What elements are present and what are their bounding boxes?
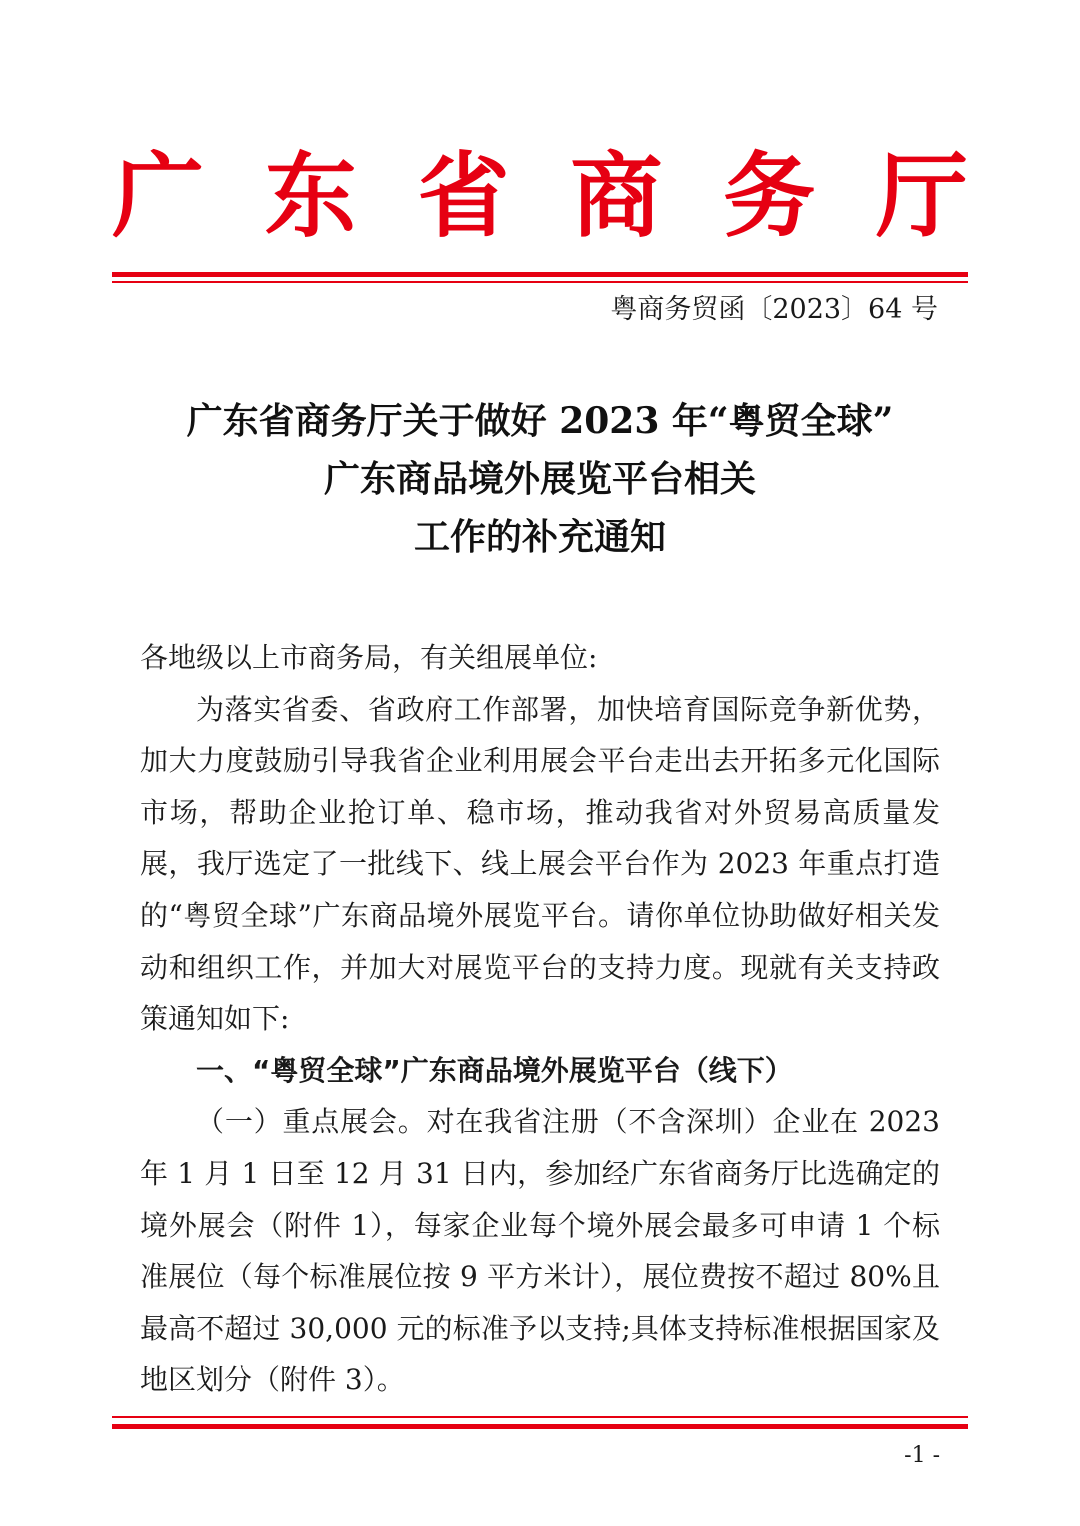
header-char: 务: [723, 142, 816, 250]
document-number: 粤商务贸函〔2023〕64 号: [610, 294, 938, 325]
footer-divider-thin: [112, 1416, 968, 1418]
header-char: 东: [264, 142, 357, 250]
section-heading: 一、“粤贸全球”广东商品境外展览平台（线下）: [196, 1053, 793, 1087]
header-divider-thin: [112, 281, 968, 283]
title-line: 广东省商务厅关于做好 2023 年“粤贸全球”: [186, 400, 894, 442]
footer-divider-thick: [112, 1424, 968, 1429]
salutation: 各地级以上市商务局，有关组展单位:: [140, 641, 598, 674]
document-title: [112, 392, 968, 566]
header-char: 商: [570, 142, 663, 250]
header-char: 广: [112, 142, 205, 250]
header-char: 厅: [875, 142, 968, 250]
paragraph: （一）重点展会。对在我省注册（不含深圳）企业在 2023 年 1 月 1 日至 12 月 31 日内，参加经广东省商务厅比选确定的境外展会（附件 1），每家企业每个境外展会最多可申请 1 个标准展位（每个标准展位按 9 平方米计），展位费按不超过 80%且最高不超过 30,000 元的标准予以支持;具体支持标准根据国家及地区划分（附件 3）。: [140, 1105, 940, 1397]
title-line: 工作的补充通知: [413, 516, 666, 558]
header-divider-thick: [112, 272, 968, 277]
title-line: 广东商品境外展览平台相关: [323, 458, 756, 500]
document-body: [140, 632, 940, 1406]
header-char: 省: [417, 142, 510, 250]
issuing-authority-header: [112, 140, 968, 252]
paragraph: 为落实省委、省政府工作部署，加快培育国际竞争新优势，加大力度鼓励引导我省企业利用展会平台走出去开拓多元化国际市场，帮助企业抢订单、稳市场，推动我省对外贸易高质量发展，我厅选定了一批线下、线上展会平台作为 2023 年重点打造的“粤贸全球”广东商品境外展览平台。请你单位协助做好相关发动和组织工作，并加大对展览平台的支持力度。现就有关支持政策通知如下:: [140, 692, 940, 1036]
page-number: -1 -: [904, 1443, 940, 1468]
